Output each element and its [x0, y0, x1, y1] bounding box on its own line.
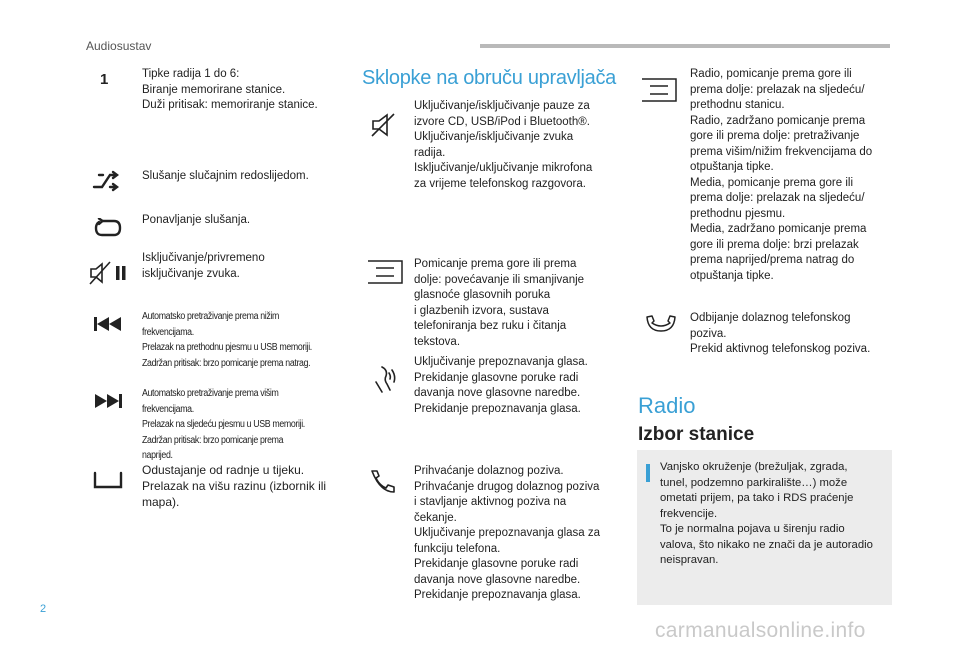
digit-one-icon: 1 [100, 71, 109, 88]
phone-hangup-icon [644, 313, 678, 333]
radio-wheel-text: Radio, pomicanje prema gore ili prema dolje: prelazak na sljedeću/ prethodnu stanicu. Radio, zadržano pomicanje prema gore ili prema dolje: pretraživanje prema višim/nižim frekvencijama do otpuštanja tipke. Media, pomicanje prema gore ili prema dolje: prelazak na sljedeću/ prethodnu pjesmu. Media, zadržano pomicanje prema gore ili prema dolje: brzi prelazak prema naprijed/prema natrag do otpuštanja tipke. [690, 68, 873, 282]
back-return-icon [92, 470, 124, 492]
phone-hangup-text: Odbijanje dolaznog telefonskog poziva. Prekid aktivnog telefonskog poziva. [690, 312, 871, 355]
shuffle-icon [92, 170, 120, 192]
voice-text: Uključivanje prepoznavanja glasa. Prekidanje glasovne poruke radi davanja nove glasovne naredbe. Prekidanje prepoznavanja glasa. [414, 356, 588, 415]
previous-track-icon [94, 316, 122, 332]
back-text: Odustajanje od radnje u tijeku. Prelazak na višu razinu (izbornik ili mapa). [142, 463, 327, 509]
header-divider [480, 44, 890, 48]
volume-wheel-text: Pomicanje prema gore ili prema dolje: povećavanje ili smanjivanje glasnoće glasovnih poruka i glazbenih izvora, sustava telefoniranja bez ruku i čitanja tekstova. [414, 258, 585, 348]
next-track-icon [94, 393, 122, 409]
watermark: carmanualsonline.info [655, 619, 866, 642]
phone-answer-icon [368, 468, 398, 494]
mute-text: Isključivanje/privremeno isključivanje zvuka. [142, 252, 265, 280]
page-number: 2 [40, 603, 47, 615]
thumbwheel-icon-right [640, 76, 678, 104]
info-icon [646, 464, 650, 482]
thumbwheel-icon [366, 258, 404, 286]
mute-speaker-icon [369, 112, 397, 138]
mute-pause-text: Uključivanje/isključivanje pauze za izvore CD, USB/iPod i Bluetooth®. Uključivanje/isključivanje zvuka radija. Isključivanje/uključivanje mikrofona za vrijeme telefonskog razgovora. [414, 100, 593, 190]
info-text: Vanjsko okruženje (brežuljak, zgrada, tunel, podzemno parkiralište…) može ometati prijem, pa tako i RDS praćenje frekvencije. To je normalna pojava u širenju radio valova, što nikako ne znači da je autoradio neispravan. [660, 461, 873, 566]
station-select-heading: Izbor stanice [638, 424, 755, 445]
mute-pause-icon [88, 260, 128, 286]
voice-recognition-icon [368, 364, 400, 394]
previous-track-text: Automatsko pretraživanje prema nižim frekvencijama. Prelazak na prethodnu pjesmu u USB memoriji. Zadržan pritisak: brzo pomicanje prema natrag. [142, 311, 312, 369]
phone-answer-text: Prihvaćanje dolaznog poziva. Prihvaćanje drugog dolaznog poziva i stavljanje aktivnog poziva na čekanje. Uključivanje prepoznavanja glasa za funkciju telefona. Prekidanje glasovne poruke radi davanja nove glasovne naredbe. Prekidanje prepoznavanja glasa. [414, 465, 601, 601]
section-title: Audiosustav [86, 39, 152, 53]
repeat-text: Ponavljanje slušanja. [142, 214, 251, 226]
steering-controls-heading: Sklopke na obruču upravljača [362, 67, 616, 89]
radio-heading: Radio [638, 393, 696, 418]
shuffle-text: Slušanje slučajnim redoslijedom. [142, 170, 309, 182]
next-track-text: Automatsko pretraživanje prema višim frekvencijama. Prelazak na sljedeću pjesmu u USB memoriji. Zadržan pritisak: brzo pomicanje prema naprijed. [142, 388, 305, 461]
repeat-icon [94, 218, 122, 238]
radio-keys-text: Tipke radija 1 do 6: Biranje memorirane stanice. Duži pritisak: memoriranje stanice. [142, 68, 318, 111]
